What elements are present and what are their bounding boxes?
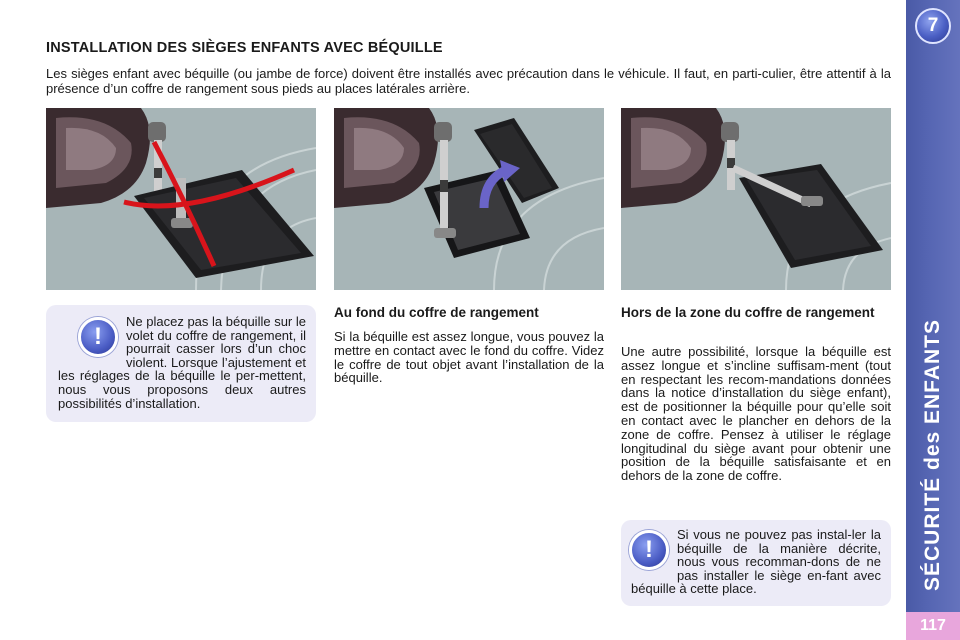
section-heading-outside-storage: Hors de la zone du coffre de rangement xyxy=(621,305,875,320)
section-text-outside-storage: Une autre possibilité, lorsque la béquille est assez longue et s’incline suffisam-ment (tout en respectant les recom-mandations données dans la notice d’installation du siège enfant), est de positionner la béquille pour qu’elle soit en contact avec le plancher en dehors de la zone de coffre. Pensez à utiliser le réglage longitudinal du siège avant pour obtenir une position de la béquille satisfaisante et en dehors de la zone de coffre. xyxy=(621,344,891,484)
warning-text: Si vous ne pouvez pas instal-ler la béquille de la manière décrite, nous vous recomman-dons de ne pas installer le siège en-fant avec béquille à cette place. xyxy=(631,527,881,597)
chapter-title: SÉCURITÉ des ENFANTS xyxy=(921,318,944,592)
warning-note-storage-lid xyxy=(46,305,316,422)
chapter-number-badge: 7 xyxy=(915,8,951,44)
photo-leg-outside-storage-zone xyxy=(621,108,891,290)
photo-leg-in-storage-box xyxy=(334,108,604,290)
exclamation-icon: ! xyxy=(78,317,118,357)
page-title: INSTALLATION DES SIÈGES ENFANTS AVEC BÉQUILLE xyxy=(46,40,443,56)
exclamation-icon: ! xyxy=(629,530,669,570)
page-number: 117 xyxy=(906,612,960,640)
warning-text: Ne placez pas la béquille sur le volet du coffre de rangement, il pourrait casser lors d’un choc violent. Lorsque l’ajustement et les réglages de la béquille le per-mettent, nous vous proposons deux autres possibilités d’installation. xyxy=(58,314,306,411)
photo-leg-on-storage-lid xyxy=(46,108,316,290)
section-text-storage-bottom: Si la béquille est assez longue, vous pouvez la mettre en contact avec le fond du coffre. Videz le coffre de tout objet avant l’installation de la béquille. xyxy=(334,329,604,386)
warning-note-do-not-install xyxy=(621,520,891,606)
intro-paragraph: Les sièges enfant avec béquille (ou jambe de force) doivent être installés avec précaution dans le véhicule. Il faut, en parti-culier, être attentif à la présence d’un coffre de rangement sous pieds au places latérales arrière. xyxy=(46,66,891,96)
section-heading-storage-bottom: Au fond du coffre de rangement xyxy=(334,305,539,320)
